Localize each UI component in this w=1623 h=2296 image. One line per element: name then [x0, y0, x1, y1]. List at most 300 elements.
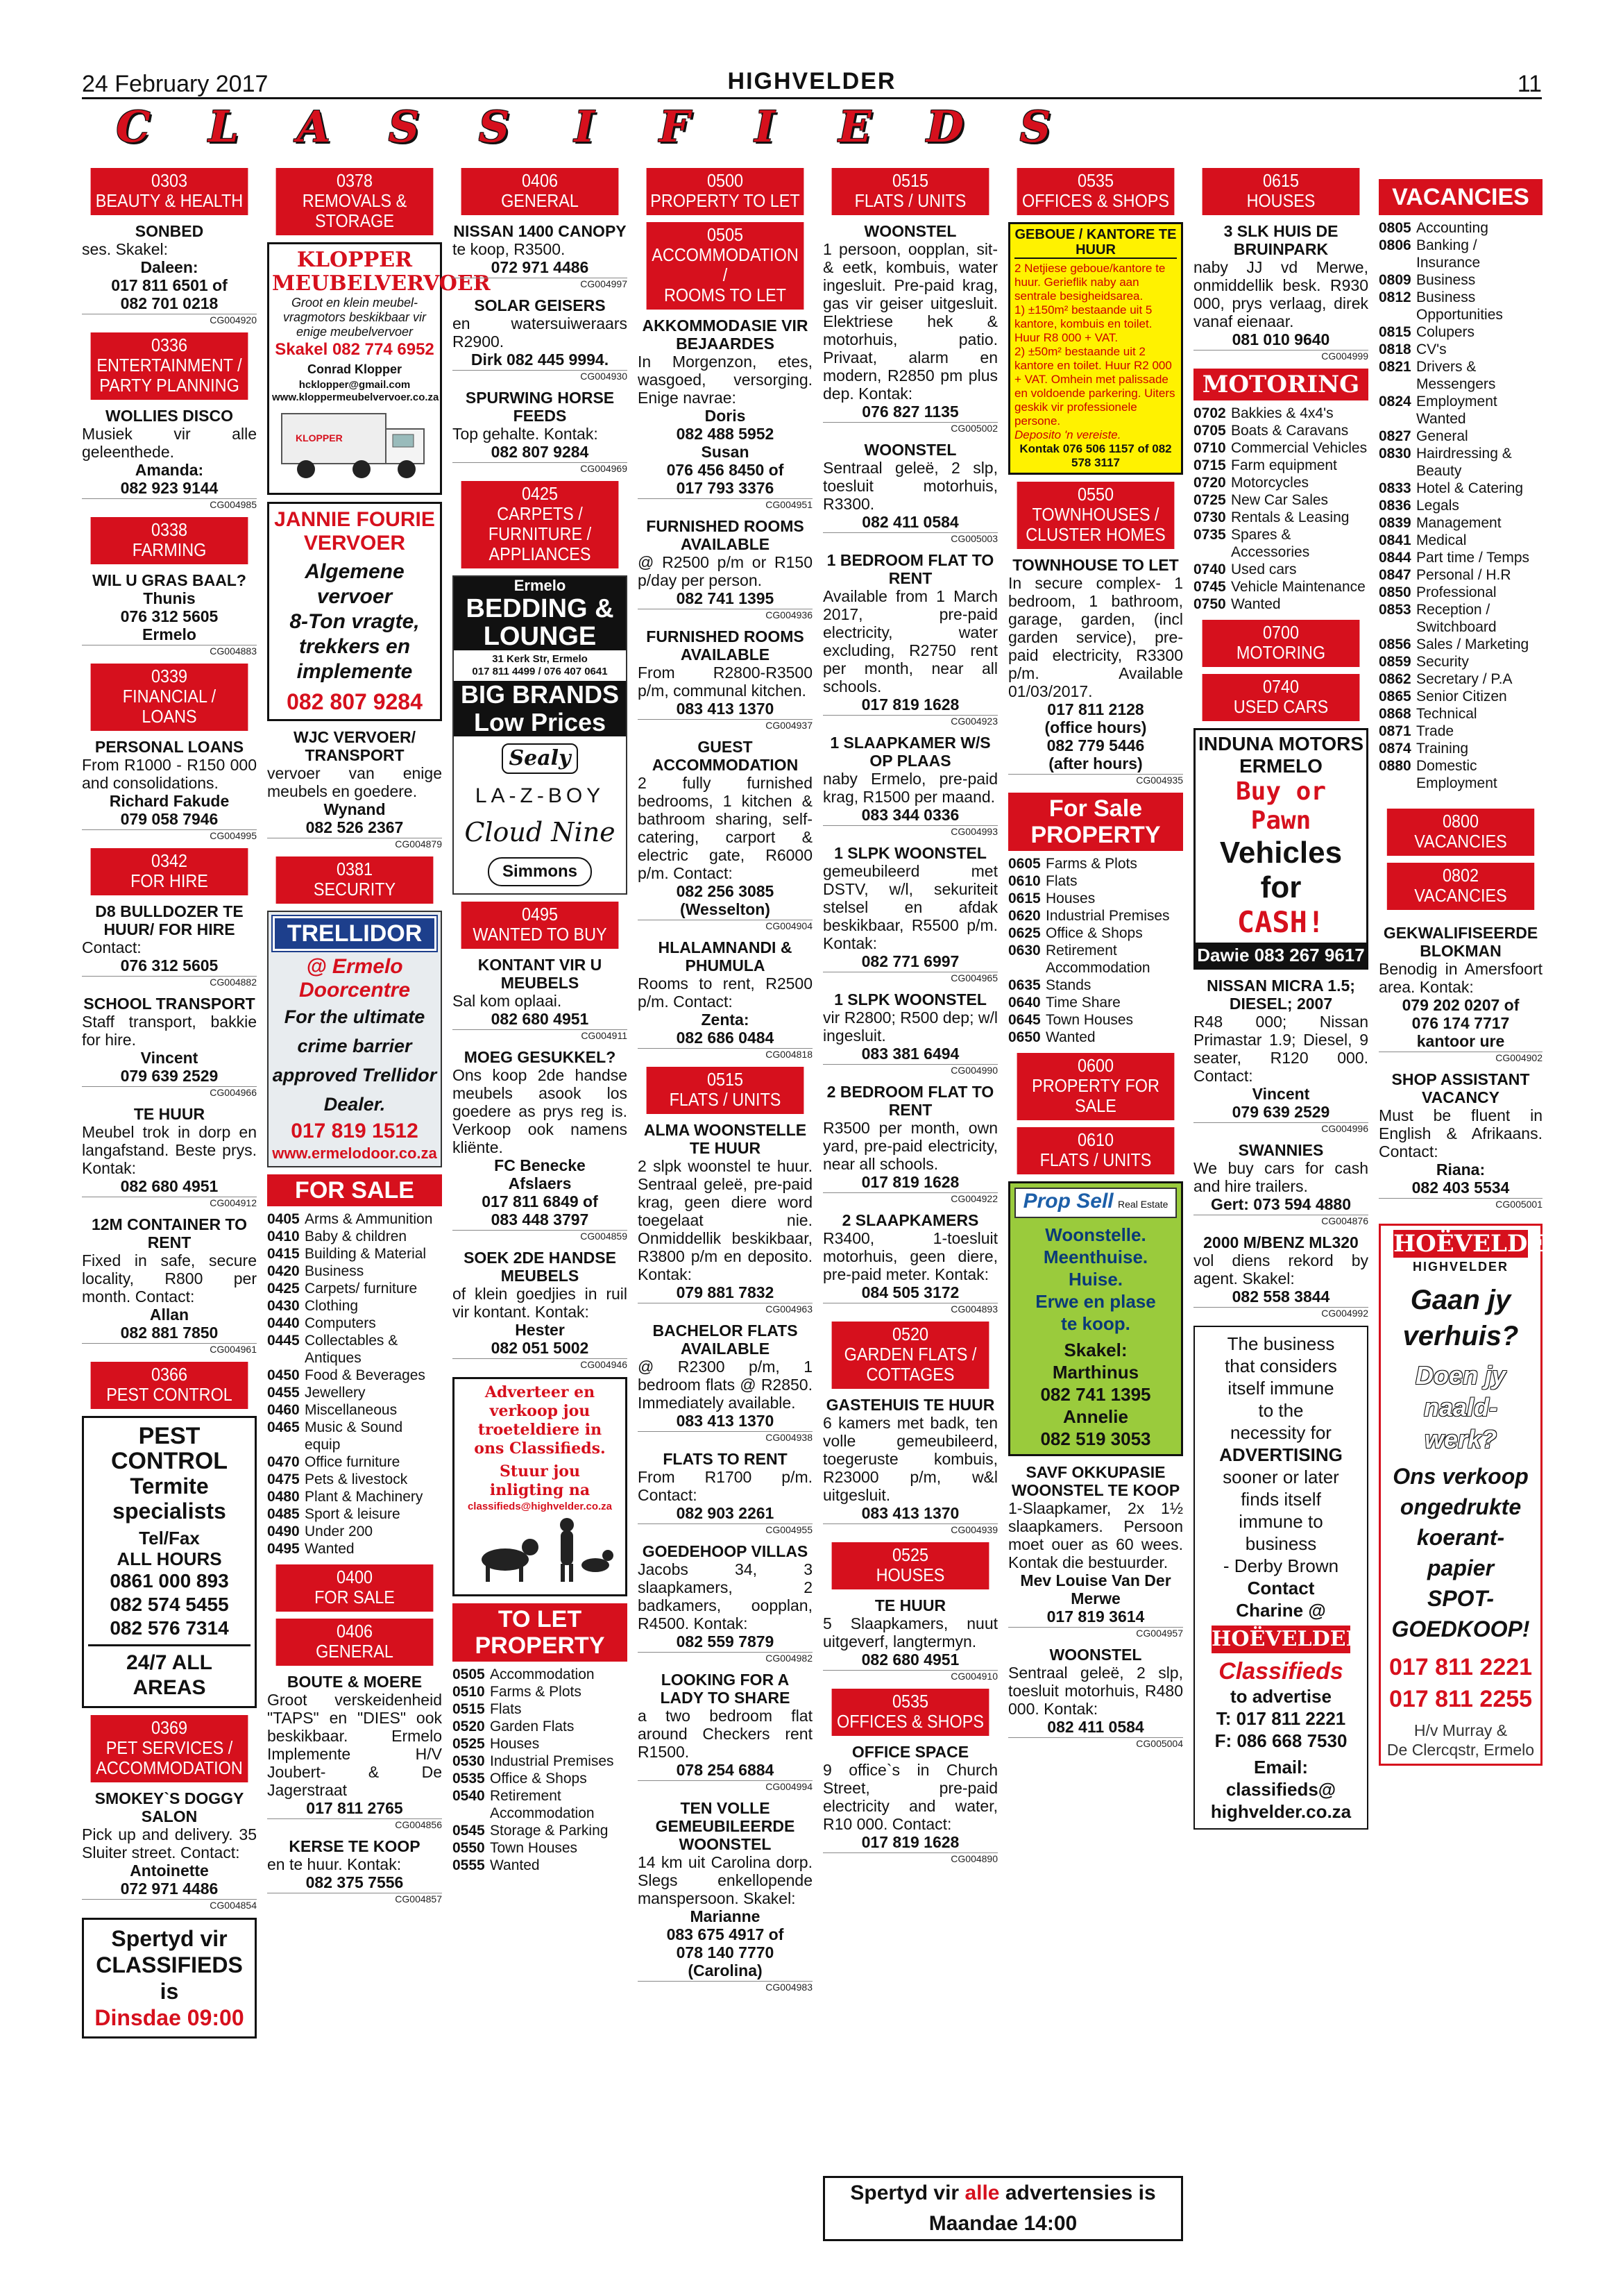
- ad-body: Must be fluent in English & Afrikaans. Contact:: [1379, 1106, 1543, 1160]
- jannie-phone: 082 807 9284: [287, 689, 423, 714]
- category-label: Business Opportunities: [1416, 289, 1503, 323]
- category-item: [1379, 653, 1543, 670]
- category-item: [1379, 428, 1543, 445]
- section-header-0700: 0700 MOTORING: [1203, 620, 1360, 667]
- category-item: [1379, 757, 1543, 792]
- category-label: Town Houses: [490, 1840, 578, 1856]
- ad-contact: FC Benecke Afslaers 017 811 6849 of 083 448 3797: [482, 1156, 598, 1229]
- advertising-quote-ad: [1193, 1326, 1368, 1830]
- category-code: 0495: [267, 1541, 300, 1557]
- category-label: Accommodation: [490, 1666, 595, 1682]
- deadline-line-3: Dinsdae 09:00: [94, 2005, 244, 2030]
- ad-body: Pick up and delivery. 35 Sluiter street. Contact:: [82, 1825, 257, 1862]
- ad-contact: 081 010 9640: [1232, 330, 1330, 348]
- paper-name: HIGHVELDER: [727, 68, 897, 94]
- header-rule: [82, 97, 1542, 99]
- category-label: Computers: [305, 1315, 376, 1331]
- section-header-0369: 0369 PET SERVICES / ACCOMMODATION: [91, 1715, 248, 1782]
- category-code: 0710: [1193, 440, 1226, 456]
- section-header-0505: 0505 ACCOMMODATION / ROOMS TO LET: [647, 222, 804, 310]
- ad-body: gemeubileerd met DSTV, w/l, sekuriteit stelsel en afdak beskikbaar, R5500 p/m. Kontak:: [823, 862, 998, 952]
- jannie-fourie-ad: [267, 502, 442, 721]
- ad-heading: TE HUUR: [133, 1105, 205, 1123]
- ad: [638, 517, 813, 621]
- category-code: 0490: [267, 1523, 300, 1539]
- category-label: Flats: [1046, 873, 1078, 889]
- category-item: [1379, 358, 1543, 393]
- ad: [82, 1789, 257, 1911]
- bedding-brands: BIG BRANDS Low Prices: [454, 681, 626, 736]
- category-code: 0485: [267, 1506, 300, 1522]
- category-code: 0740: [1193, 562, 1226, 577]
- section-header-0520: 0520 GARDEN FLATS / COTTAGES: [832, 1322, 989, 1389]
- ad: [1008, 556, 1183, 786]
- ad-contact: Dirk 082 445 9994.: [470, 351, 609, 369]
- category-label: Garden Flats: [490, 1719, 575, 1734]
- ad-heading: SOEK 2DE HANDSE MEUBELS: [464, 1249, 616, 1285]
- ad-heading: NISSAN MICRA 1.5; DIESEL; 2007: [1207, 977, 1355, 1013]
- category-code: 0410: [267, 1229, 300, 1244]
- ad-contact: Marianne 083 675 4917 of 078 140 7770 (Carolina): [666, 1907, 784, 1980]
- category-label: Music & Sound equip: [305, 1419, 403, 1453]
- section-header-0406-general: 0406 GENERAL: [461, 168, 619, 215]
- category-code: 0871: [1379, 723, 1411, 739]
- category-label: Business: [1416, 272, 1476, 288]
- to-let-categories: [452, 1666, 627, 1874]
- category-label: Town Houses: [1046, 1012, 1134, 1028]
- ad-contact: Mev Louise Van Der Merwe 017 819 3614: [1020, 1571, 1171, 1626]
- ad-contact: Riana: 082 403 5534: [1411, 1160, 1510, 1197]
- category-code: 0750: [1193, 596, 1226, 612]
- ad-contact: 082 558 3844: [1232, 1288, 1330, 1306]
- category-item: [1379, 740, 1543, 757]
- klopper-contact: Conrad Klopper: [307, 362, 402, 376]
- category-label: Legals: [1416, 498, 1459, 514]
- pets-advertise-text: Adverteer en verkoop jou troeteldiere in ons Classifieds.: [474, 1383, 606, 1458]
- category-label: Pets & livestock: [305, 1471, 408, 1487]
- ad-reference: CG004912: [82, 1197, 257, 1208]
- ad-reference: CG004910: [823, 1670, 998, 1682]
- quote-part-1: The business that considers itself immune to the necessity for: [1225, 1333, 1337, 1443]
- page-number: 11: [1517, 71, 1542, 97]
- category-item: [1379, 705, 1543, 723]
- category-label: Flats: [490, 1701, 522, 1717]
- ad: [82, 571, 257, 657]
- ad-body: Available from 1 March 2017, pre-paid electricity, water excluding, R2750 rent per month, near all schools.: [823, 587, 998, 695]
- ad-reference: CG004920: [82, 314, 257, 326]
- ad-heading: WOONSTEL: [1049, 1646, 1142, 1664]
- advertise-email: Email: classifieds@ highvelder.co.za: [1210, 1757, 1352, 1822]
- category-label: Professional: [1416, 584, 1497, 600]
- category-label: Senior Citizen: [1416, 689, 1507, 704]
- category-item: [267, 1523, 442, 1540]
- ad-body: 14 km uit Carolina dorp. Slegs enkellopende manspersoon. Skakel:: [638, 1853, 813, 1907]
- ad-reference: CG004904: [638, 920, 813, 931]
- ad: [82, 1215, 257, 1355]
- ad-reference: CG004939: [823, 1523, 998, 1535]
- ad-body: te koop, R3500.: [452, 240, 566, 258]
- ad-reference: CG004963: [638, 1303, 813, 1315]
- section-header-0366: 0366 PEST CONTROL: [91, 1362, 248, 1409]
- ad-heading: BOUTE & MOERE: [287, 1673, 423, 1691]
- category-code: 0735: [1193, 527, 1226, 543]
- category-label: Management: [1416, 515, 1502, 531]
- geboue-title: GEBOUE / KANTORE TE HUUR: [1014, 227, 1177, 258]
- ad-heading: GOEDEHOOP VILLAS: [642, 1542, 808, 1560]
- category-item: [1379, 323, 1543, 341]
- column-8: [1379, 179, 1565, 1766]
- pest-control-ad: [82, 1416, 257, 1708]
- category-code: 0550: [452, 1840, 485, 1856]
- ad-contact: Thunis 076 312 5605 Ermelo: [120, 589, 219, 643]
- category-code: 0880: [1379, 758, 1411, 774]
- ad-reference: CG004857: [267, 1893, 442, 1905]
- category-code: 0605: [1008, 856, 1041, 872]
- ad: [638, 1542, 813, 1664]
- category-code: 0635: [1008, 977, 1041, 993]
- category-item: [1193, 474, 1368, 491]
- ad-heading: NISSAN 1400 CANOPY: [453, 222, 627, 240]
- category-label: New Car Sales: [1231, 492, 1329, 508]
- section-header-0425: 0425 CARPETS / FURNITURE / APPLIANCES: [461, 481, 619, 568]
- category-code: 0610: [1008, 873, 1041, 889]
- category-code: 0650: [1008, 1029, 1041, 1045]
- ad-body: Top gehalte. Kontak:: [452, 425, 598, 443]
- category-label: Bakkies & 4x4's: [1231, 405, 1334, 421]
- ad-contact: Daleen: 017 811 6501 of 082 701 0218: [111, 258, 228, 312]
- category-label: Vehicle Maintenance: [1231, 579, 1366, 595]
- category-item: [1193, 596, 1368, 613]
- ad: [267, 1673, 442, 1830]
- category-code: 0440: [267, 1315, 300, 1331]
- category-label: Secretary / P.A: [1416, 671, 1513, 687]
- category-label: Wanted: [490, 1857, 540, 1873]
- category-label: Collectables & Antiques: [305, 1333, 398, 1366]
- category-code: 0525: [452, 1736, 485, 1752]
- category-label: Farms & Plots: [1046, 856, 1137, 872]
- ad-heading: KONTANT VIR U MEUBELS: [477, 956, 602, 992]
- category-item: [1193, 509, 1368, 526]
- category-code: 0455: [267, 1385, 300, 1401]
- category-item: [1379, 636, 1543, 653]
- deadline-banner-part-3: advertensies is Maandae 14:00: [928, 2181, 1156, 2235]
- section-header-0550: 0550 TOWNHOUSES / CLUSTER HOMES: [1017, 482, 1175, 549]
- for-sale-property-header: For Sale PROPERTY: [1008, 793, 1183, 851]
- ad-body: We buy cars for cash and hire trailers.: [1193, 1159, 1368, 1195]
- ad-heading: SHOP ASSISTANT VACANCY: [1391, 1070, 1530, 1106]
- deadline-banner-part-1: Spertyd vir: [850, 2181, 960, 2204]
- category-label: Technical: [1416, 706, 1477, 722]
- ad-reference: CG004966: [82, 1086, 257, 1098]
- category-code: 0445: [267, 1333, 300, 1349]
- section-header-0495: 0495 WANTED TO BUY: [461, 902, 619, 949]
- ad-reference: CG004965: [823, 972, 998, 984]
- ad-reference: CG004876: [1193, 1215, 1368, 1226]
- category-item: [1379, 514, 1543, 532]
- category-code: 0450: [267, 1367, 300, 1383]
- ad-reference: CG004930: [452, 370, 627, 382]
- geboue-deposit: Deposito 'n vereiste.: [1014, 428, 1121, 441]
- category-code: 0725: [1193, 492, 1226, 508]
- section-header-0400: 0400 FOR SALE: [276, 1564, 434, 1612]
- ad: [452, 222, 627, 289]
- category-label: Banking / Insurance: [1416, 237, 1481, 271]
- ad-reference: CG004923: [823, 715, 998, 727]
- ad-contact: 017 811 2765: [306, 1799, 403, 1817]
- ad: [452, 1249, 627, 1370]
- ad-heading: AKKOMMODASIE VIR BEJAARDES: [642, 316, 808, 353]
- ad-contact: Doris 082 488 5952 Susan 076 456 8450 of 017 793 3376: [666, 407, 784, 497]
- ad-contact: 084 505 3172: [861, 1283, 960, 1301]
- category-code: 0425: [267, 1281, 300, 1297]
- category-item: [1379, 723, 1543, 740]
- category-label: Boats & Caravans: [1231, 423, 1349, 439]
- category-label: Houses: [1046, 890, 1096, 906]
- pest-hours: Tel/Fax ALL HOURS: [117, 1528, 222, 1569]
- pets-advertise-box: [452, 1377, 627, 1596]
- ad: [823, 1743, 998, 1864]
- ad-reference: CG004902: [1379, 1052, 1543, 1063]
- ad-contact: 083 413 1370: [676, 700, 774, 718]
- motoring-header: MOTORING: [1193, 369, 1368, 400]
- deadline-line-1: Spertyd vir: [111, 1926, 228, 1951]
- category-item: [267, 1263, 442, 1280]
- category-label: Retirement Accommodation: [490, 1788, 595, 1821]
- trellidor-web: www.ermelodoor.co.za: [272, 1145, 437, 1162]
- category-item: [267, 1228, 442, 1245]
- category-item: [1379, 497, 1543, 514]
- category-item: [1193, 405, 1368, 422]
- category-label: Rentals & Leasing: [1231, 509, 1350, 525]
- prop-sell-name: Prop Sell: [1023, 1190, 1114, 1213]
- ad-body: vervoer van enige meubels en goedere.: [267, 764, 442, 800]
- ad: [82, 1105, 257, 1208]
- ad-contact: 078 254 6884: [676, 1761, 774, 1779]
- category-item: [452, 1718, 627, 1735]
- ad: [267, 728, 442, 850]
- category-item: [1008, 942, 1183, 977]
- ad-body: en watersuiweraars R2900.: [452, 314, 627, 351]
- ad-heading: 1 SLAAPKAMER W/S OP PLAAS: [830, 734, 991, 770]
- ad-body: Meubel trok in dorp en langafstand. Beste prys. Kontak:: [82, 1123, 257, 1177]
- klopper-ad: [267, 242, 491, 495]
- prop-sell-offer: Woonstelle. Meenthuise. Huise. Erwe en plase te koop.: [1035, 1224, 1156, 1334]
- simmons-logo: Simmons: [488, 857, 592, 886]
- section-header-0381: 0381 SECURITY: [276, 856, 434, 904]
- category-label: Hairdressing & Beauty: [1416, 446, 1512, 479]
- ad: [638, 1121, 813, 1315]
- category-item: [452, 1822, 627, 1839]
- ad: [823, 441, 998, 544]
- ad-reference: CG004937: [638, 719, 813, 731]
- ad-body: Sentraal geleë, 2 slp, toesluit motorhuis, R480 000. Kontak:: [1008, 1664, 1183, 1718]
- induna-phone: Dawie 083 267 9617: [1196, 943, 1366, 968]
- category-label: Clothing: [305, 1298, 359, 1314]
- category-code: 0818: [1379, 341, 1411, 357]
- category-item: [1008, 1029, 1183, 1046]
- section-header-0525: 0525 HOUSES: [832, 1542, 989, 1589]
- ad-body: naby JJ vd Merwe, onmiddellik besk. R930 000, prys verlaag, direk vanaf eienaar.: [1193, 258, 1368, 330]
- category-label: Food & Beverages: [305, 1367, 425, 1383]
- ad-reference: CG004951: [638, 498, 813, 510]
- ad: [1008, 1463, 1183, 1639]
- category-item: [267, 1315, 442, 1332]
- ad-heading: SAVF OKKUPASIE WOONSTEL TE KOOP: [1011, 1463, 1180, 1499]
- category-code: 0844: [1379, 550, 1411, 566]
- issue-date: 24 February 2017: [82, 71, 269, 97]
- category-item: [1379, 219, 1543, 237]
- category-label: Carpets/ furniture: [305, 1281, 418, 1297]
- ad-heading: 2 BEDROOM FLAT TO RENT: [826, 1083, 994, 1119]
- category-item: [1193, 561, 1368, 578]
- prop-sell-contact-2: Annelie 082 519 3053: [1040, 1406, 1151, 1449]
- category-code: 0470: [267, 1454, 300, 1470]
- category-code: 0480: [267, 1489, 300, 1505]
- category-label: Industrial Premises: [490, 1753, 614, 1769]
- category-item: [267, 1210, 442, 1228]
- ad: [823, 1211, 998, 1315]
- ad-reference: CG004969: [452, 462, 627, 474]
- ad-contact: 082 680 4951: [861, 1651, 960, 1669]
- category-item: [452, 1753, 627, 1770]
- ad-reference: CG004983: [638, 1981, 813, 1993]
- category-item: [1193, 422, 1368, 439]
- category-label: Medical: [1416, 532, 1467, 548]
- bedding-address: 31 Kerk Str, Ermelo 017 811 4499 / 076 407 0641: [472, 653, 608, 677]
- ad: [823, 1083, 998, 1204]
- ad-body: From R2800-R3500 p/m, communal kitchen.: [638, 664, 813, 700]
- section-header-0342: 0342 FOR HIRE: [91, 848, 248, 895]
- category-item: [452, 1787, 627, 1822]
- ad-reference: CG004936: [638, 609, 813, 621]
- category-code: 0839: [1379, 515, 1411, 531]
- ad: [638, 1799, 813, 1993]
- section-header-0303: 0303 BEAUTY & HEALTH: [91, 168, 248, 215]
- category-code: 0702: [1193, 405, 1226, 421]
- ad: [638, 627, 813, 731]
- removal-truck-icon: [275, 408, 434, 484]
- category-label: Retirement Accommodation: [1046, 943, 1150, 976]
- section-header-0336: 0336 ENTERTAINMENT / PARTY PLANNING: [91, 332, 248, 400]
- ad: [82, 902, 257, 988]
- category-label: Wanted: [1046, 1029, 1096, 1045]
- category-label: Hotel & Catering: [1416, 480, 1524, 496]
- ad-reference: CG005002: [823, 422, 998, 434]
- hoevelder-logo: HOËVELDER: [1212, 1626, 1350, 1653]
- category-item: [1379, 584, 1543, 601]
- ad-reference: CG004994: [638, 1780, 813, 1792]
- column-4: [638, 168, 813, 2000]
- category-label: Drivers & Messengers: [1416, 359, 1496, 392]
- category-label: Part time / Temps: [1416, 550, 1529, 566]
- category-code: 0645: [1008, 1012, 1041, 1028]
- ad: [823, 844, 998, 984]
- ad-body: @ R2300 p/m, 1 bedroom flats @ R2850. Immediately available.: [638, 1358, 813, 1412]
- ad-heading: FURNISHED ROOMS AVAILABLE: [646, 627, 804, 664]
- ad-heading: TE HUUR: [874, 1596, 946, 1614]
- ad-contact: 082 771 6997: [861, 952, 960, 970]
- banner-letter: S: [478, 101, 510, 152]
- category-label: Motorcycles: [1231, 475, 1309, 491]
- pest-title: PEST CONTROL: [110, 1423, 228, 1474]
- category-label: Arms & Ammunition: [305, 1211, 433, 1227]
- ad-contact: Antoinette 072 971 4486: [120, 1862, 219, 1898]
- section-header-0338: 0338 FARMING: [91, 517, 248, 564]
- section-header-0378: 0378 REMOVALS & STORAGE: [276, 168, 434, 235]
- category-item: [1379, 341, 1543, 358]
- category-item: [1379, 532, 1543, 549]
- category-item: [1379, 393, 1543, 428]
- newsprint-phones: 017 811 2221 017 811 2255: [1388, 1654, 1533, 1712]
- category-code: 0535: [452, 1771, 485, 1787]
- highvelder-ad-logo: HIGHVELDER: [1412, 1260, 1509, 1274]
- section-header-0600: 0600 PROPERTY FOR SALE: [1017, 1053, 1175, 1120]
- ad-heading: WOLLIES DISCO: [105, 407, 233, 425]
- newsprint-address: H/v Murray & De Clercqstr, Ermelo: [1386, 1721, 1535, 1759]
- category-code: 0847: [1379, 567, 1411, 583]
- ad: [1008, 1646, 1183, 1749]
- banner-letter: A: [296, 101, 331, 152]
- pets-advertise-email: classifieds@highvelder.co.za: [467, 1501, 613, 1512]
- ad-body: Jacobs 34, 3 slaapkamers, 2 badkamers, oopplan, R4500. Kontak:: [638, 1560, 813, 1632]
- category-item: [1008, 994, 1183, 1011]
- jannie-services: Algemene vervoer 8-Ton vragte, trekkers en implemente: [289, 560, 420, 683]
- ad-body: From R1000 - R150 000 and consolidations.: [82, 756, 257, 792]
- ad: [823, 1596, 998, 1682]
- trellidor-tagline: For the ultimate crime barrier approved Trellidor Dealer.: [272, 1006, 437, 1115]
- ad-contact: 017 819 1628: [861, 1173, 960, 1191]
- category-item: [267, 1367, 442, 1384]
- category-code: 0809: [1379, 272, 1411, 288]
- ad-heading: HLALAMNANDI & PHUMULA: [658, 938, 792, 974]
- ad-reference: CG004818: [638, 1048, 813, 1060]
- ad-heading: 2000 M/BENZ ML320: [1203, 1233, 1359, 1251]
- category-label: Colupers: [1416, 324, 1475, 340]
- column-5: [823, 168, 998, 1871]
- ad-contact: 083 413 1370: [676, 1412, 774, 1430]
- ad-heading: GEKWALIFISEERDE BLOKMAN: [1383, 924, 1538, 960]
- category-code: 0836: [1379, 498, 1411, 514]
- ad-heading: TOWNHOUSE TO LET: [1012, 556, 1179, 574]
- ad-body: Musiek vir alle geleenthede.: [82, 425, 257, 461]
- banner-letter: E: [838, 101, 872, 152]
- ad-contact: Richard Fakude 079 058 7946: [109, 792, 230, 828]
- ad-reference: CG004856: [267, 1818, 442, 1830]
- classifieds-label: Classifieds: [1218, 1658, 1343, 1685]
- ad: [638, 738, 813, 931]
- moving-question: Gaan jy verhuis?: [1402, 1285, 1519, 1351]
- ad-heading: OFFICE SPACE: [851, 1743, 969, 1761]
- ad-reference: CG004997: [452, 278, 627, 289]
- ad-contact: 079 881 7832: [676, 1283, 774, 1301]
- ad-contact: Hester 082 051 5002: [491, 1321, 589, 1357]
- ad-heading: GASTEHUIS TE HUUR: [826, 1396, 995, 1414]
- category-code: 0640: [1008, 995, 1041, 1011]
- category-item: [267, 1540, 442, 1558]
- klopper-phone: Skakel 082 774 6952: [275, 340, 434, 359]
- category-code: 0620: [1008, 908, 1041, 924]
- ad-heading: KERSE TE KOOP: [289, 1837, 420, 1855]
- ad-heading: 1 BEDROOM FLAT TO RENT: [826, 551, 994, 587]
- category-code: 0460: [267, 1402, 300, 1418]
- column-7: [1193, 168, 1368, 1830]
- ad-body: Benodig in Amersfoort area. Kontak:: [1379, 960, 1543, 996]
- ad-contact: 017 819 1628: [861, 695, 960, 714]
- category-label: Sales / Marketing: [1416, 636, 1529, 652]
- ad-contact: 082 680 4951: [491, 1010, 589, 1028]
- category-item: [1193, 578, 1368, 596]
- column-1: [82, 168, 257, 2045]
